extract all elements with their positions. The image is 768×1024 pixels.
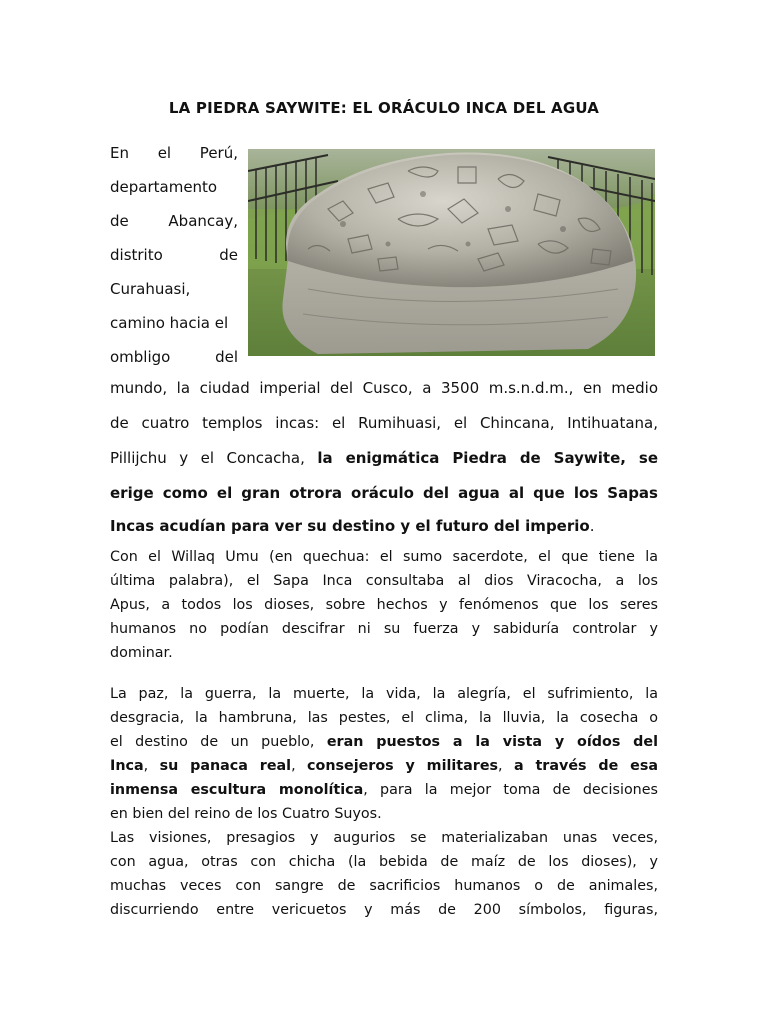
text-line [110,449,658,467]
text-line: mundo, la ciudad imperial del Cusco, a 3500 m.s.n.d.m., en medio [110,379,658,397]
text-line: Las visiones, presagios y augurios se materializaban unas veces, [110,830,658,846]
text-run: . [589,517,595,535]
bold-text: eran puestos a la vista y oídos del [326,734,659,750]
text-line: muchas veces con sangre de sacrificios humanos o de animales, [110,878,658,894]
text-line: en bien del reino de los Cuatro Suyos. [110,806,382,822]
bold-text: la enigmática Piedra de Saywite, se [317,449,658,467]
page-title: LA PIEDRA SAYWITE: EL ORÁCULO INCA DEL AGUA [168,99,600,117]
text-run: , [498,758,503,774]
bold-text: Incas acudían para ver su destino y el futuro del imperio [110,517,590,535]
text-line: camino hacia el [110,314,229,332]
paragraph [110,545,658,665]
text-run: Pillijchu y el Concacha, [110,449,305,467]
text-line: humanos no podían descifrar ni su fuerza y sabiduría controlar y [110,621,658,637]
text-line: dominar. [110,645,173,661]
text-line: ombligo del [110,348,238,366]
bold-text: erige como el gran otrora oráculo del agua al que los Sapas [110,484,658,502]
text-run: , para la mejor toma de decisiones [363,782,658,798]
text-run: , [291,758,296,774]
text-line: última palabra), el Sapa Inca consultaba al dios Viracocha, a los [110,573,658,589]
text-line [110,730,658,754]
bold-text: inmensa escultura monolítica [110,782,364,798]
text-run: , [143,758,149,774]
text-line: departamento [110,178,218,196]
text-run: el destino de un pueblo, [110,734,315,750]
paragraph [110,682,658,826]
paragraph [110,826,658,922]
text-line: desgracia, la hambruna, las pestes, el clima, la lluvia, la cosecha o [110,710,658,726]
text-line: de cuatro templos incas: el Rumihuasi, el Chincana, Intihuatana, [110,414,658,432]
bold-text: a través de esa [513,758,658,774]
saywite-stone-photo [248,149,655,356]
text-line [110,754,658,778]
text-line [110,517,658,535]
text-line: Curahuasi, [110,280,191,298]
text-line: con agua, otras con chicha (la bebida de maíz de los dioses), y [110,854,658,870]
text-line [110,778,658,802]
text-line: La paz, la guerra, la muerte, la vida, la alegría, el sufrimiento, la [110,686,658,702]
bold-text: consejeros y militares [307,758,499,774]
text-line: Con el Willaq Umu (en quechua: el sumo sacerdote, el que tiene la [110,549,658,565]
stone-image [248,149,655,356]
text-line: Apus, a todos los dioses, sobre hechos y fenómenos que los seres [110,597,658,613]
bold-text: su panaca real [159,758,292,774]
text-line: de Abancay, [110,212,238,230]
bold-text: Inca [110,758,144,774]
text-line: En el Perú, [110,144,238,162]
text-line [110,484,658,502]
text-line: distrito de [110,246,238,264]
text-line: discurriendo entre vericuetos y más de 200 símbolos, figuras, [110,902,658,918]
